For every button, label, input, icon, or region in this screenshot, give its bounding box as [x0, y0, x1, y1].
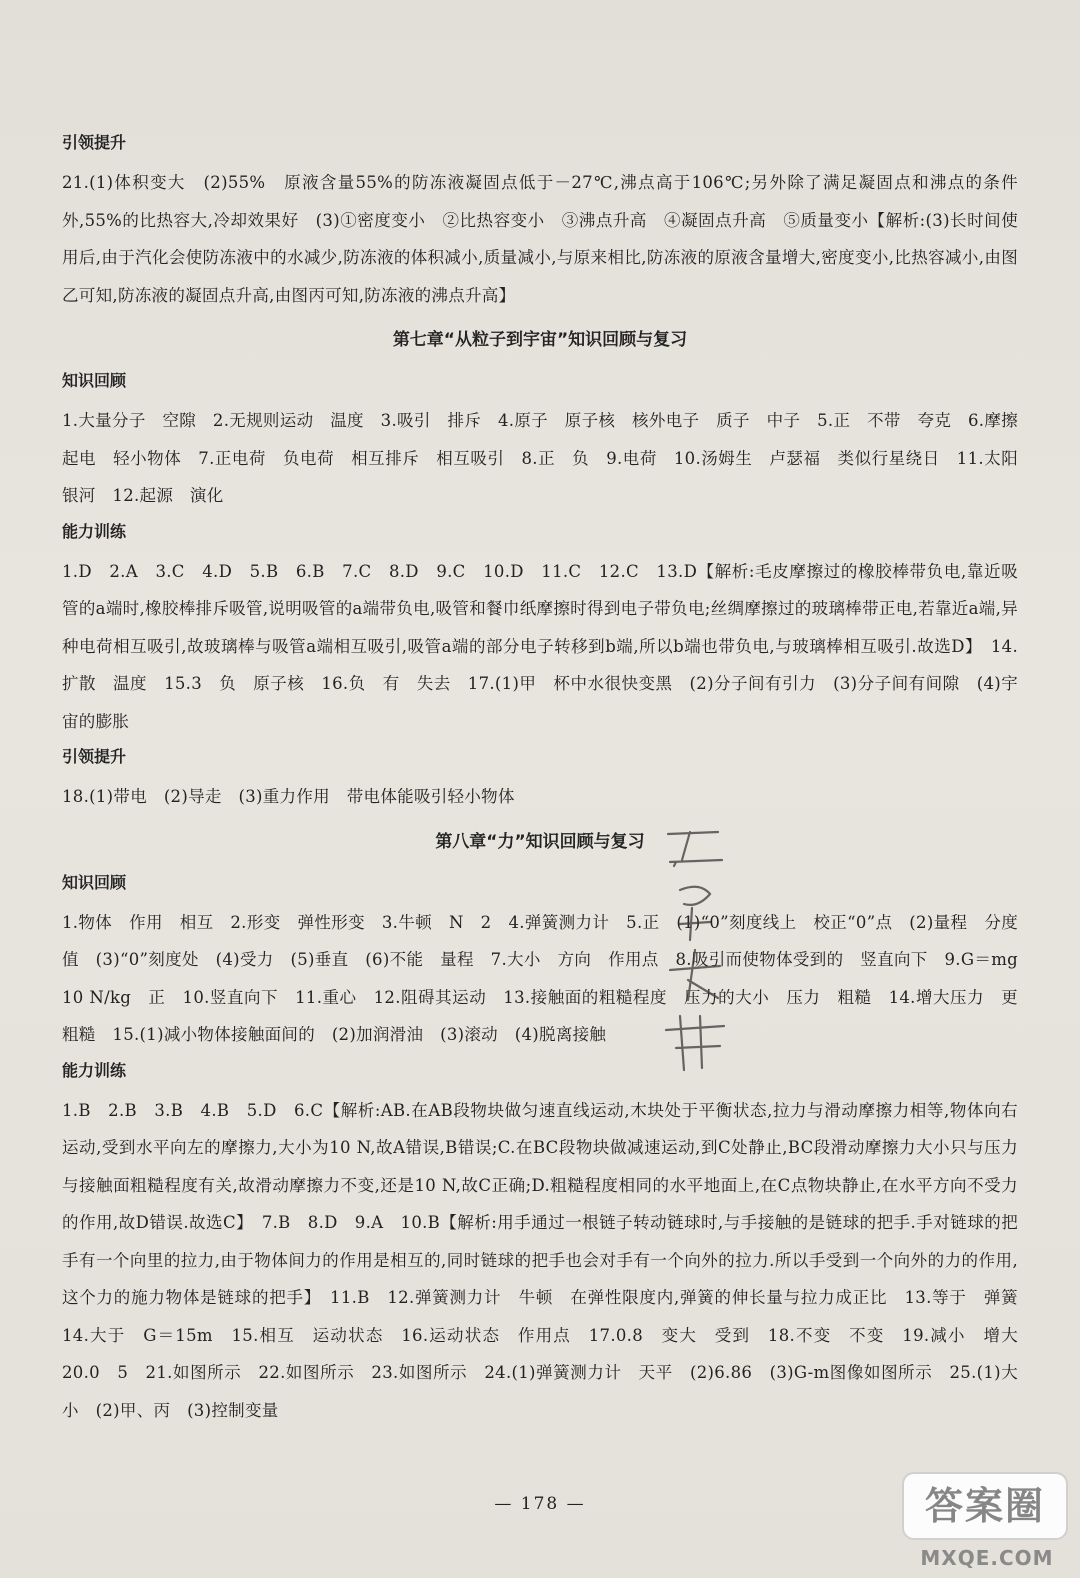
section-heading: 能力训练: [62, 1060, 127, 1080]
chapter-7-lead: [62, 746, 1018, 816]
chapter-8-training: [62, 1060, 1035, 1430]
chapter-8-review: [62, 872, 1035, 1054]
watermark-logo: [898, 1468, 1074, 1574]
answer-paragraph: 1.大量分子 空隙 2.无规则运动 温度 3.吸引 排斥 4.原子 原子核 核外电子 质子 中子 5.正 不带 夸克 6.摩擦起电 轻小物体 7.正电荷 负电荷 相互排斥 相互吸引 8.正 负 9.电荷 10.汤姆生 卢瑟福 类似行星绕日 11.太阳 银河 12.起源 演化: [62, 411, 1035, 505]
section-heading: 引领提升: [62, 133, 127, 152]
section-heading: 知识回顾: [62, 371, 127, 390]
answer-paragraph: 18.(1)带电 (2)导走 (3)重力作用 带电体能吸引轻小物体: [62, 787, 515, 806]
watermark-url: MXQE.COM: [920, 1546, 1054, 1570]
section-heading: 知识回顾: [62, 872, 127, 892]
section-lead-improve: [62, 132, 1018, 314]
page-number: — 178 —: [494, 1494, 586, 1514]
chapter-7-title: 第七章“从粒子到宇宙”知识回顾与复习: [392, 330, 688, 350]
chapter-7-review: [62, 370, 1035, 515]
answer-paragraph: 1.B 2.B 3.B 4.B 5.D 6.C【解析:AB.在AB段物块做匀速直线运动,木块处于平衡状态,拉力与滑动摩擦力相等,物体向右运动,受到水平向左的摩擦力,大小为10 N,故A错误,B错误;C.在BC段物块做减速运动,到C处静止,BC段滑动摩擦力大小只与压力与接触面粗糙程度有关,故滑动摩擦力不变,还是10 N,故C正确;D.粗糙程度相同的水平地面上,在C点物块静止,在水平方向不受力的作用,故D错误.故选C】 7.B 8.D 9.A 10.B【解析:用手通过一根链子转动链球时,与手接触的是链球的把手.手对链球的把手有一个向里的拉力,由于物体间力的作用是相互的,同时链球的把手也会对手有一个向外的拉力.所以手受到一个向外的力的作用,这个力的施力物体是链球的把手】 11.B 12.弹簧测力计 牛顿 在弹性限度内,弹簧的伸长量与拉力成正比 13.等于 弹簧 14.大于 G＝15m 15.相互 运动状态 16.运动状态 作用点 17.0.8 变大 受到 18.不变 不变 19.减小 增大 20.0 5 21.如图所示 22.如图所示 23.如图所示 24.(1)弹簧测力计 天平 (2)6.86 (3)G-m图像如图所示 25.(1)大小 (2)甲、丙 (3)控制变量: [62, 1100, 1035, 1420]
section-heading: 引领提升: [62, 747, 127, 766]
answer-paragraph: 21.(1)体积变大 (2)55% 原液含量55%的防冻液凝固点低于－27℃,沸点高于106℃;另外除了满足凝固点和沸点的条件外,55%的比热容大,冷却效果好 (3)①密度变小 ②比热容变小 ③沸点升高 ④凝固点升高 ⑤质量变小【解析:(3)长时间使用后,由于汽化会使防冻液中的水减少,防冻液的体积减小,质量减小,与原来相比,防冻液的原液含量增大,密度变小,比热容减小,由图乙可知,防冻液的凝固点升高,由图丙可知,防冻液的沸点升高】: [62, 173, 1018, 305]
watermark-logo-text: 答案圈: [902, 1472, 1068, 1540]
answer-paragraph: 1.物体 作用 相互 2.形变 弹性形变 3.牛顿 N 2 4.弹簧测力计 5.正 (1)“0”刻度线上 校正“0”点 (2)量程 分度值 (3)“0”刻度处 (4)受力 (5)垂直 (6)不能 量程 7.大小 方向 作用点 8.吸引而使物体受到的 竖直向下 9.G＝mg 10 N/kg 正 10.竖直向下 11.重心 12.阻碍其运动 13.接触面的粗糙程度 压力的大小 压力 粗糙 14.增大压力 更粗糙 15.(1)减小物体接触面间的 (2)加润滑油 (3)滚动 (4)脱离接触: [62, 912, 1035, 1044]
section-heading: 能力训练: [62, 521, 127, 541]
chapter-7-training: [62, 521, 1018, 741]
chapter-8-title: 第八章“力”知识回顾与复习: [435, 831, 645, 852]
answer-paragraph: 1.D 2.A 3.C 4.D 5.B 6.B 7.C 8.D 9.C 10.D 11.C 12.C 13.D【解析:毛皮摩擦过的橡胶棒带负电,靠近吸管的a端时,橡胶棒排斥吸管,说明吸管的a端带负电,吸管和餐巾纸摩擦时得到电子带负电;丝绸摩擦过的玻璃棒带正电,若靠近a端,异种电荷相互吸引,故玻璃棒与吸管a端相互吸引,吸管a端的部分电子转移到b端,所以b端也带负电,与玻璃棒相互吸引.故选D】 14.扩散 温度 15.3 负 原子核 16.负 有 失去 17.(1)甲 杯中水很快变黑 (2)分子间有引力 (3)分子间有间隙 (4)宇宙的膨胀: [62, 561, 1018, 731]
